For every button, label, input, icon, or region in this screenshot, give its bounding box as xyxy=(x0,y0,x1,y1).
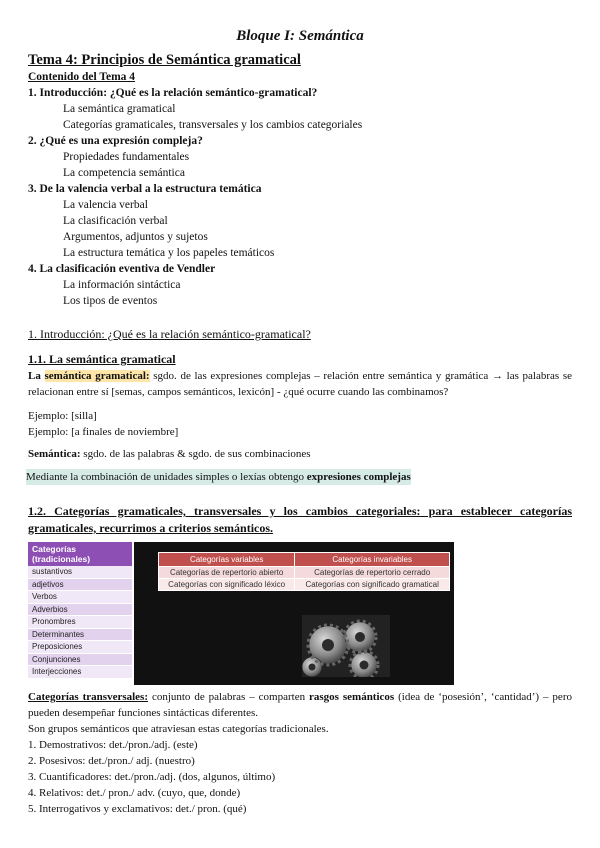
example-2: Ejemplo: [a finales de noviembre] xyxy=(28,426,179,438)
categories-header: Categorías (tradicionales) xyxy=(28,542,132,566)
category-item: Pronombres xyxy=(28,616,132,629)
categories-panel xyxy=(134,542,454,685)
section-1-heading: 1. Introducción: ¿Qué es la relación semántico-gramatical? xyxy=(28,327,311,341)
list-item: 2. Posesivos: det./pron./ adj. (nuestro) xyxy=(28,755,195,767)
toc-item: La información sintáctica xyxy=(63,279,181,291)
category-item: Adverbios xyxy=(28,604,132,617)
table-cell: Categorías de repertorio cerrado xyxy=(295,567,450,579)
table-cell: Categorías con significado léxico xyxy=(159,579,295,591)
toc-heading-2: 2. ¿Qué es una expresión compleja? xyxy=(28,135,203,147)
category-item: adjetivos xyxy=(28,579,132,592)
example-1: Ejemplo: [silla] xyxy=(28,410,97,422)
table-cell: Categorías con significado gramatical xyxy=(295,579,450,591)
transversales-term: Categorías transversales: xyxy=(28,691,149,703)
transversales-bold: rasgos semánticos xyxy=(309,691,395,703)
category-item: Interjecciones xyxy=(28,666,132,679)
transversales-intro: Son grupos semánticos que atraviesan estas categorías tradicionales. xyxy=(28,723,329,735)
def-term: semántica gramatical: xyxy=(44,370,150,382)
toc-heading-4: 4. La clasificación eventiva de Vendler xyxy=(28,263,216,275)
category-item: Conjunciones xyxy=(28,654,132,667)
toc-item: La valencia verbal xyxy=(63,199,148,211)
toc-item: Los tipos de eventos xyxy=(63,295,158,307)
toc-item: La competencia semántica xyxy=(63,167,185,179)
box-bold: expresiones complejas xyxy=(306,471,411,483)
document-title: Bloque I: Semántica xyxy=(236,28,364,44)
list-item: 1. Demostrativos: det./pron./adj. (este) xyxy=(28,739,198,751)
section-1-2-heading: 1.2. Categorías gramaticales, transversales y los cambios categoriales: para establecer categorías gramaticales, recurrimos a criterios semánticos. xyxy=(28,504,572,535)
semantica-line xyxy=(28,448,311,460)
semantica-text: sgdo. de las palabras & sgdo. de sus combinaciones xyxy=(80,448,311,460)
toc-item: Argumentos, adjuntos y sujetos xyxy=(63,231,208,243)
toc-item: Propiedades fundamentales xyxy=(63,151,190,163)
tema-heading: Tema 4: Principios de Semántica gramatical xyxy=(28,52,301,68)
gears-icon xyxy=(302,615,390,677)
list-item: 4. Relativos: det./ pron./ adv. (cuyo, que, donde) xyxy=(28,787,241,799)
box-text: Mediante la combinación de unidades simples o lexías obtengo xyxy=(26,471,307,483)
def-lead: La xyxy=(28,370,45,382)
table-header-variables: Categorías variables xyxy=(159,553,295,567)
transversales-paragraph xyxy=(28,689,572,721)
table-cell: Categorías de repertorio abierto xyxy=(159,567,295,579)
category-item: Verbos xyxy=(28,591,132,604)
toc-item: La semántica gramatical xyxy=(63,103,176,115)
list-item: 3. Cuantificadores: det./pron./adj. (dos, algunos, último) xyxy=(28,771,276,783)
category-item: Preposiciones xyxy=(28,641,132,654)
highlight-box xyxy=(26,471,411,483)
def-text: sgdo. de las expresiones complejas – relación entre semántica y gramática → las palabras se relacionan entre sí [semas, campos semánticos, lexicón] - ¿qué ocurre cuando las combinamos? xyxy=(28,370,572,398)
transversales-text-2: (idea de ‘posesión’, ‘cantidad’) – pero pueden desempeñar funciones sintácticas diferentes. xyxy=(28,691,572,719)
categories-list xyxy=(28,542,132,679)
toc-item: La clasificación verbal xyxy=(63,215,168,227)
list-item: 5. Interrogativos y exclamativos: det./ pron. (qué) xyxy=(28,803,247,815)
categories-table xyxy=(158,552,450,591)
toc-item: La estructura temática y los papeles temáticos xyxy=(63,247,275,259)
contenido-heading: Contenido del Tema 4 xyxy=(28,71,136,83)
table-header-invariables: Categorías invariables xyxy=(295,553,450,567)
transversales-text-1: conjunto de palabras – comparten xyxy=(148,691,309,703)
category-item: sustantivos xyxy=(28,566,132,579)
toc-heading-3: 3. De la valencia verbal a la estructura temática xyxy=(28,183,262,195)
section-1-1-heading: 1.1. La semántica gramatical xyxy=(28,352,176,366)
toc-heading-1: 1. Introducción: ¿Qué es la relación semántico-gramatical? xyxy=(28,87,318,99)
toc-item: Categorías gramaticales, transversales y los cambios categoriales xyxy=(63,119,363,131)
definition-paragraph xyxy=(28,368,572,400)
category-item: Determinantes xyxy=(28,629,132,642)
semantica-term: Semántica: xyxy=(28,448,81,460)
